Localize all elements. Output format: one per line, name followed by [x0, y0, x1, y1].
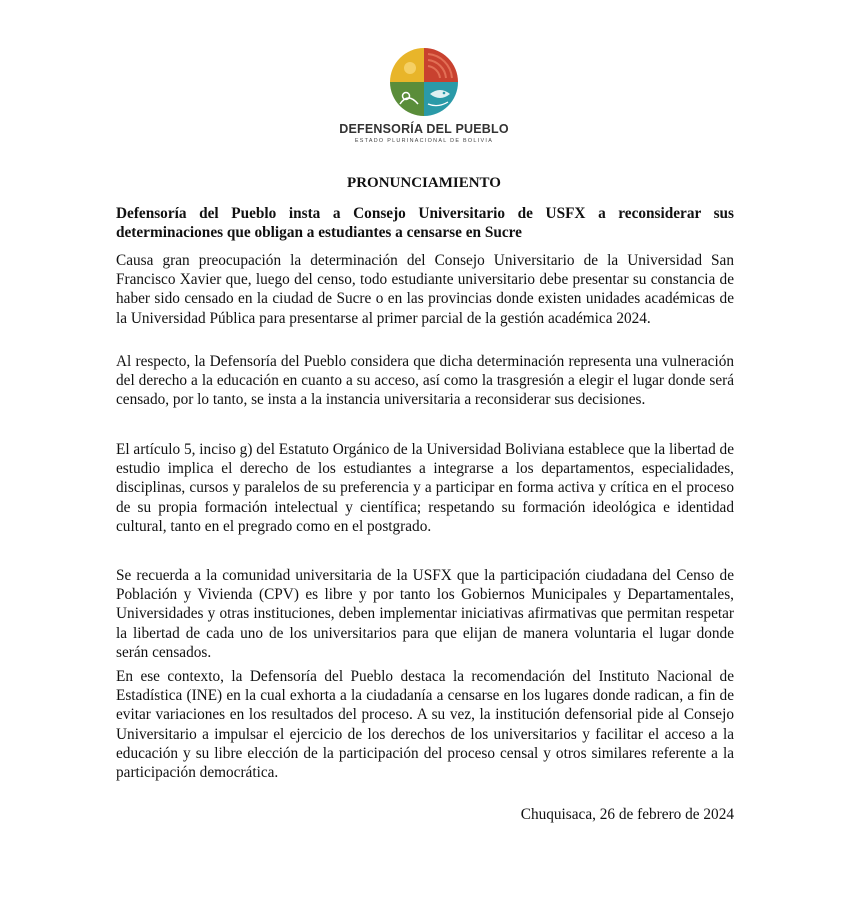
document-title: PRONUNCIAMIENTO: [347, 175, 501, 191]
org-name: DEFENSORÍA DEL PUEBLO: [339, 122, 509, 136]
org-subtitle: ESTADO PLURINACIONAL DE BOLIVIA: [354, 138, 494, 144]
paragraph-3: El artículo 5, inciso g) del Estatuto Orgánico de la Universidad Boliviana establece que la libertad de estudio implica el derecho de los estudiantes a integrarse a los departamentos, especialidades, disciplinas, cursos y paralelos de su preferencia y a participar en forma activa y crítica en el proceso de su propia formación intelectual y científica; respetando su formación ideológica e identidad cultural, tanto en el pregrado como en el postgrado.: [116, 441, 734, 535]
document-subtitle: Defensoría del Pueblo insta a Consejo Universitario de USFX a reconsiderar sus determinaciones que obligan a estudiantes a censarse en Sucre: [116, 205, 734, 241]
paragraph-1: Causa gran preocupación la determinación del Consejo Universitario de la Universidad San Francisco Xavier que, luego del censo, todo estudiante universitario debe presentar su constancia de haber sido censado en la ciudad de Sucre o en las provincias donde existen unidades académicas de la Universidad Pública para presentarse al primer parcial de la gestión académica 2024.: [116, 252, 734, 327]
paragraph-4: Se recuerda a la comunidad universitaria de la USFX que la participación ciudadana del Censo de Población y Vivienda (CPV) es libre y por tanto los Gobiernos Municipales y Departamentales, Universidades y otras instituciones, deben implementar iniciativas afirmativas que permitan respetar la libertad de cada uno de los universitarios para que elijan de manera voluntaria el lugar donde serán censados.: [116, 567, 734, 661]
paragraph-2: Al respecto, la Defensoría del Pueblo considera que dicha determinación representa una vulneración del derecho a la educación en cuanto a su acceso, así como la trasgresión a elegir el lugar donde será censado, por lo tanto, se insta a la instancia universitaria a reconsiderar sus decisiones.: [116, 353, 734, 409]
place-date: Chuquisaca, 26 de febrero de 2024: [520, 806, 734, 823]
defensoria-logo-icon: [388, 46, 460, 118]
paragraph-5: En ese contexto, la Defensoría del Pueblo destaca la recomendación del Instituto Nacional de Estadística (INE) en la cual exhorta a la ciudadanía a censarse en los lugares donde radican, a fin de evitar variaciones en los resultados del proceso. A su vez, la institución defensorial pide al Consejo Universitario a impulsar el ejercicio de los derechos de los universitarios y facilitar el acceso a la educación y su libre elección de la participación del proceso censal y otros similares referente a la participación democrática.: [116, 668, 734, 782]
